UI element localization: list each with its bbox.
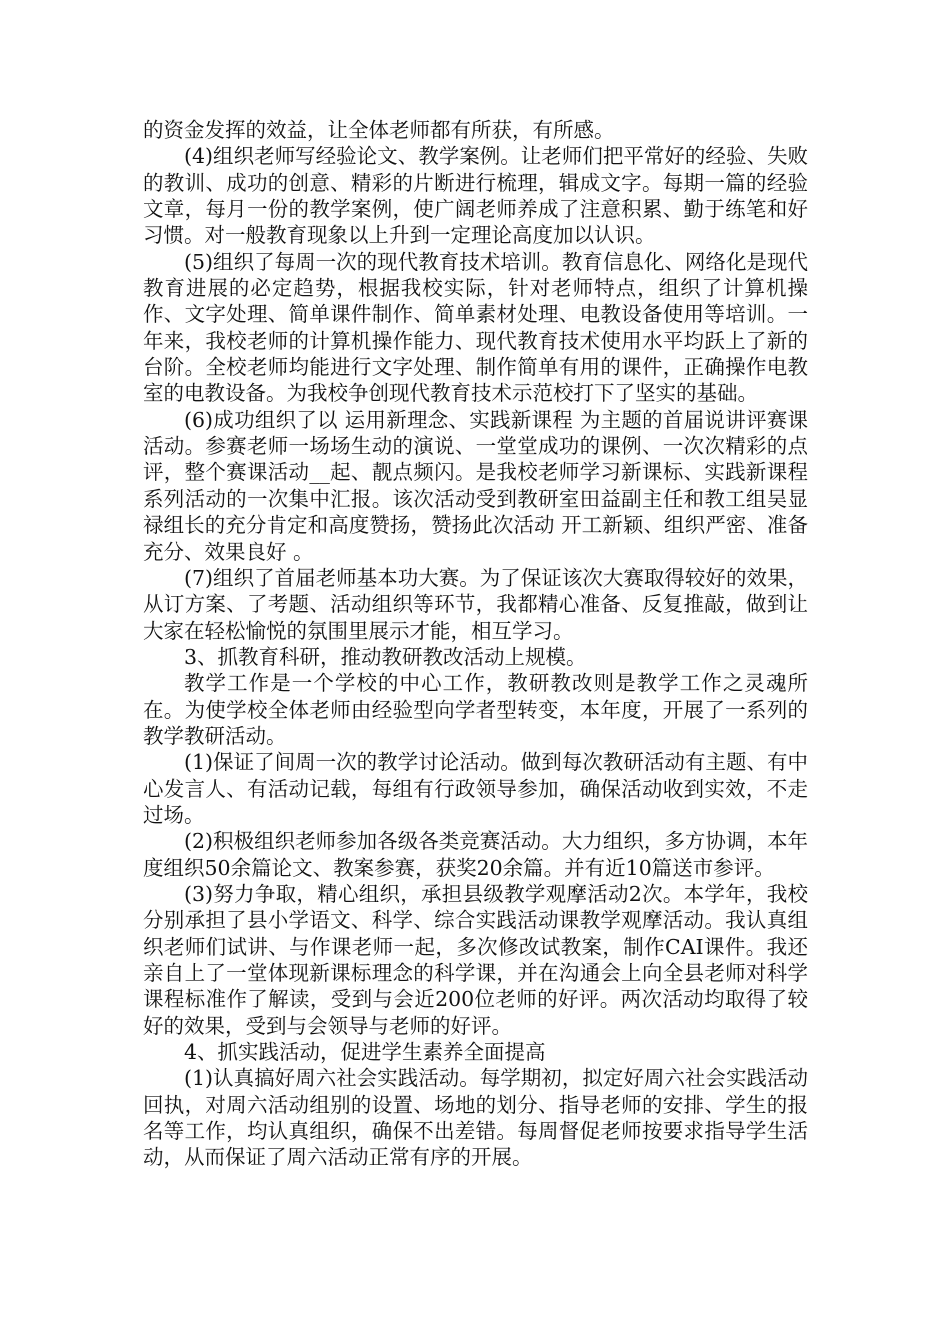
paragraph-item-7: (7)组织了首届老师基本功大赛。为了保证该次大赛取得较好的效果，从订方案、了考题、活动组织等环节，我都精心准备、反复推敲，做到让大家在轻松愉悦的氛围里展示才能，相互学习。 [143,565,808,643]
paragraph-item-6: (6)成功组织了以 运用新理念、实践新课程 为主题的首届说讲评赛课活动。参赛老师一场场生动的演说、一堂堂成功的课例、一次次精彩的点评，整个赛课活动__起、靓点频闪。是我校老师学习新课标、实践新课程系列活动的一次集中汇报。该次活动受到教研室田益副主任和教工组吴显禄组长的充分肯定和高度赞扬，赞扬此次活动 开工新颖、组织严密、准备充分、效果良好 。 [143,407,808,564]
paragraph-item-5: (5)组织了每周一次的现代教育技术培训。教育信息化、网络化是现代教育进展的必定趋势，根据我校实际，针对老师特点，组织了计算机操作、文字处理、简单课件制作、简单素材处理、电教设备使用等培训。一年来，我校老师的计算机操作能力、现代教育技术使用水平均跃上了新的台阶。全校老师均能进行文字处理、制作简单有用的课件，正确操作电教室的电教设备。为我校争创现代教育技术示范校打下了坚实的基础。 [143,249,808,406]
section-heading-3: 3、抓教育科研，推动教研教改活动上规模。 [184,644,587,669]
paragraph-item-2: (2)积极组织老师参加各级各类竞赛活动。大力组织，多方协调，本年度组织50余篇论文、教案参赛，获奖20余篇。并有近10篇送市参评。 [143,829,808,880]
paragraph-item-4: (4)组织老师写经验论文、教学案例。让老师们把平常好的经验、失败的教训、成功的创意、精彩的片断进行梳理，辑成文字。每期一篇的经验文章，每月一份的教学案例，使广阔老师养成了注意积累、勤于练笔和好习惯。对一般教育现象以上升到一定理论高度加以认识。 [143,144,808,248]
paragraph-section-3-intro: 教学工作是一个学校的中心工作，教研教改则是教学工作之灵魂所在。为使学校全体老师由经验型向学者型转变，本年度，开展了一系列的教学教研活动。 [143,671,808,748]
paragraph-item-3: (3)努力争取，精心组织，承担县级教学观摩活动2次。本学年，我校分别承担了县小学语文、科学、综合实践活动课教学观摩活动。我认真组织老师们试讲、与作课老师一起，多次修改试教案，制作CAI课件。我还亲自上了一堂体现新课标理念的科学课，并在沟通会上向全县老师对科学课程标准作了解读，受到与会近200位老师的好评。两次活动均取得了较好的效果，受到与会领导与老师的好评。 [143,881,808,1038]
section-heading-4: 4、抓实践活动，促进学生素养全面提高 [184,1040,546,1065]
paragraph-section-4-item-1: (1)认真搞好周六社会实践活动。每学期初，拟定好周六社会实践活动回执，对周六活动组别的设置、场地的划分、指导老师的安排、学生的报名等工作，均认真组织，确保不出差错。每周督促老师按要求指导学生活动，从而保证了周六活动正常有序的开展。 [143,1066,808,1170]
paragraph-continuation: 的资金发挥的效益，让全体老师都有所获，有所感。 [143,118,615,142]
paragraph-item-1: (1)保证了间周一次的教学讨论活动。做到每次教研活动有主题、有中心发言人、有活动记载，每组有行政领导参加，确保活动收到实效，不走过场。 [143,750,808,827]
document-body [143,117,808,1171]
